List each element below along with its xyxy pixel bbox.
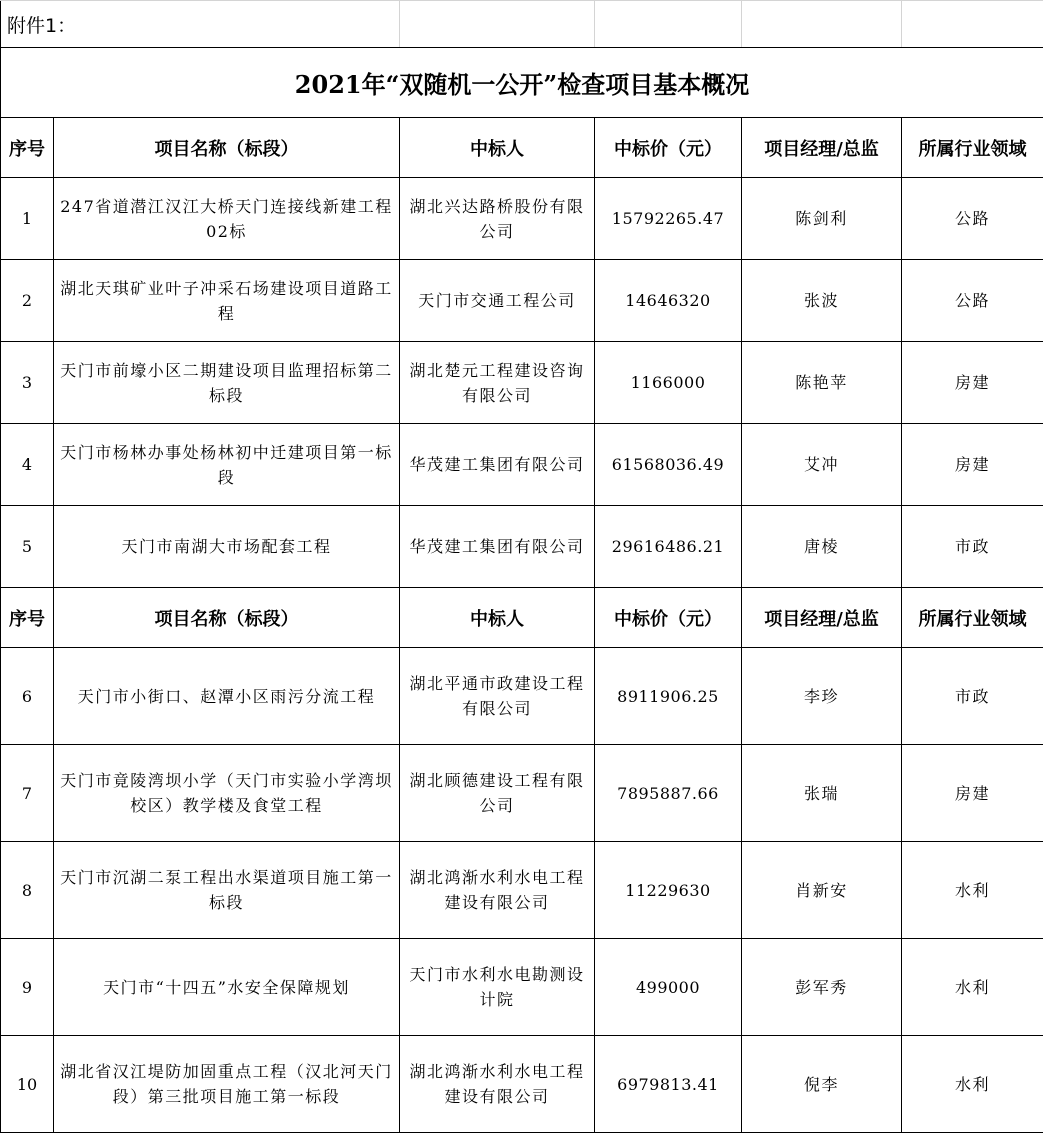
header-index: 序号 — [1, 118, 54, 178]
header-industry: 所属行业领域 — [902, 588, 1043, 648]
row-index: 3 — [1, 342, 54, 424]
page-title: 2021年“双随机一公开”检查项目基本概况 — [1, 48, 1043, 118]
project-manager: 陈艳苹 — [742, 342, 902, 424]
project-name: 天门市南湖大市场配套工程 — [54, 506, 400, 588]
row-index: 2 — [1, 260, 54, 342]
table-row — [1, 178, 1043, 260]
row-index: 4 — [1, 424, 54, 506]
industry-field: 水利 — [902, 842, 1043, 939]
project-name: 天门市杨林办事处杨林初中迁建项目第一标段 — [54, 424, 400, 506]
industry-field: 水利 — [902, 1036, 1043, 1133]
project-manager: 肖新安 — [742, 842, 902, 939]
winning-bidder: 湖北鸿渐水利水电工程建设有限公司 — [400, 1036, 595, 1133]
header-project-name: 项目名称（标段） — [54, 588, 400, 648]
project-name: 湖北省汉江堤防加固重点工程（汉北河天门段）第三批项目施工第一标段 — [54, 1036, 400, 1133]
empty-cell — [902, 1, 1043, 48]
industry-field: 市政 — [902, 648, 1043, 745]
header-price: 中标价（元） — [595, 588, 742, 648]
winning-bidder: 湖北鸿渐水利水电工程建设有限公司 — [400, 842, 595, 939]
table-row — [1, 648, 1043, 745]
row-index: 6 — [1, 648, 54, 745]
table-row — [1, 506, 1043, 588]
table-row — [1, 939, 1043, 1036]
row-index: 8 — [1, 842, 54, 939]
project-manager: 艾冲 — [742, 424, 902, 506]
industry-field: 房建 — [902, 342, 1043, 424]
project-manager: 陈剑利 — [742, 178, 902, 260]
row-index: 1 — [1, 178, 54, 260]
project-name: 湖北天琪矿业叶子冲采石场建设项目道路工程 — [54, 260, 400, 342]
industry-field: 房建 — [902, 745, 1043, 842]
industry-field: 公路 — [902, 178, 1043, 260]
project-name: 天门市“十四五”水安全保障规划 — [54, 939, 400, 1036]
winning-price: 499000 — [595, 939, 742, 1036]
winning-price: 11229630 — [595, 842, 742, 939]
winning-bidder: 湖北平通市政建设工程有限公司 — [400, 648, 595, 745]
empty-cell — [400, 1, 595, 48]
table-row — [1, 842, 1043, 939]
table-row — [1, 1036, 1043, 1133]
winning-price: 15792265.47 — [595, 178, 742, 260]
table-row — [1, 424, 1043, 506]
header-price: 中标价（元） — [595, 118, 742, 178]
winning-bidder: 湖北兴达路桥股份有限公司 — [400, 178, 595, 260]
row-index: 10 — [1, 1036, 54, 1133]
winning-price: 7895887.66 — [595, 745, 742, 842]
winning-bidder: 天门市水利水电勘测设计院 — [400, 939, 595, 1036]
project-name: 天门市竟陵湾坝小学（天门市实验小学湾坝校区）教学楼及食堂工程 — [54, 745, 400, 842]
empty-cell — [742, 1, 902, 48]
project-manager: 张瑞 — [742, 745, 902, 842]
winning-bidder: 华茂建工集团有限公司 — [400, 424, 595, 506]
industry-field: 市政 — [902, 506, 1043, 588]
title-row — [1, 48, 1043, 118]
project-name: 天门市小街口、赵潭小区雨污分流工程 — [54, 648, 400, 745]
winning-price: 8911906.25 — [595, 648, 742, 745]
winning-bidder: 湖北楚元工程建设咨询有限公司 — [400, 342, 595, 424]
table-row — [1, 342, 1043, 424]
project-name: 天门市沉湖二泵工程出水渠道项目施工第一标段 — [54, 842, 400, 939]
winning-bidder: 天门市交通工程公司 — [400, 260, 595, 342]
winning-price: 14646320 — [595, 260, 742, 342]
project-manager: 李珍 — [742, 648, 902, 745]
project-manager: 唐棱 — [742, 506, 902, 588]
project-manager: 张波 — [742, 260, 902, 342]
winning-price: 1166000 — [595, 342, 742, 424]
table-row — [1, 745, 1043, 842]
winning-price: 6979813.41 — [595, 1036, 742, 1133]
empty-cell — [595, 1, 742, 48]
winning-price: 61568036.49 — [595, 424, 742, 506]
row-index: 7 — [1, 745, 54, 842]
header-manager: 项目经理/总监 — [742, 588, 902, 648]
attachment-row — [1, 1, 1043, 48]
header-row — [1, 118, 1043, 178]
attachment-label: 附件1： — [1, 1, 400, 48]
project-name: 天门市前壕小区二期建设项目监理招标第二标段 — [54, 342, 400, 424]
industry-field: 房建 — [902, 424, 1043, 506]
table-row — [1, 260, 1043, 342]
winning-bidder: 湖北顾德建设工程有限公司 — [400, 745, 595, 842]
project-manager: 彭军秀 — [742, 939, 902, 1036]
winning-bidder: 华茂建工集团有限公司 — [400, 506, 595, 588]
industry-field: 公路 — [902, 260, 1043, 342]
header-winner: 中标人 — [400, 588, 595, 648]
winning-price: 29616486.21 — [595, 506, 742, 588]
row-index: 9 — [1, 939, 54, 1036]
industry-field: 水利 — [902, 939, 1043, 1036]
header-winner: 中标人 — [400, 118, 595, 178]
header-index: 序号 — [1, 588, 54, 648]
header-industry: 所属行业领域 — [902, 118, 1043, 178]
header-manager: 项目经理/总监 — [742, 118, 902, 178]
header-row — [1, 588, 1043, 648]
header-project-name: 项目名称（标段） — [54, 118, 400, 178]
project-manager: 倪李 — [742, 1036, 902, 1133]
project-name: 247省道潜江汉江大桥天门连接线新建工程02标 — [54, 178, 400, 260]
row-index: 5 — [1, 506, 54, 588]
